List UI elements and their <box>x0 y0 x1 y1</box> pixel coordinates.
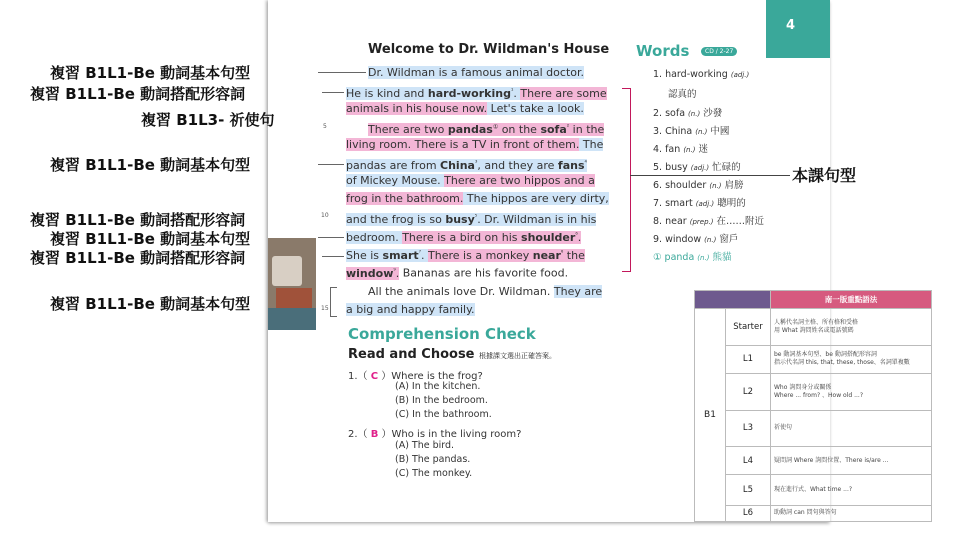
lesson-label: L3 <box>726 410 771 446</box>
question-2: 2.（ B ）Who is in the living room? <box>348 429 522 440</box>
callout-connector <box>318 72 366 73</box>
chapter-tab <box>766 0 830 58</box>
passage-line-11: She is smart$^{^7}$. There is a monkey near$^{^8}$ the <box>346 248 585 262</box>
lesson-label: Starter <box>726 309 771 345</box>
question-1: 1.（ C ）Where is the frog? <box>348 371 483 382</box>
lesson-desc: Who 詢問身分或關係 Where ... from? 、How old ...? <box>771 374 932 410</box>
passage-line-4: There are two pandas① on the sofa$^{^2}$ in the <box>368 122 605 136</box>
word-item: 1. hard-working (adj.) <box>653 69 750 80</box>
cd-badge: CD / 2-27 <box>701 47 737 56</box>
callout-review-6: 複習 B1L1-Be 動詞基本句型 <box>50 230 251 248</box>
callout-connector <box>322 92 344 93</box>
chapter-number: 4 <box>786 18 796 33</box>
comprehension-title: Comprehension Check <box>348 325 536 343</box>
callout-review-3: 複習 B1L3- 祈使句 <box>141 111 275 129</box>
passage-line-13: All the animals love Dr. Wildman. They are <box>368 285 603 298</box>
passage-line-12: window$^{^9}$. Bananas are his favorite food. <box>346 266 569 280</box>
lesson-label: L2 <box>726 374 771 410</box>
word-item: 4. fan (n.) 迷 <box>653 144 708 155</box>
callout-connector <box>318 237 344 238</box>
callout-connector <box>322 256 344 257</box>
passage-line-8: frog in the bathroom. The hippos are very dirty, <box>346 192 609 205</box>
passage-title: Welcome to Dr. Wildman's House <box>368 42 610 57</box>
callout-review-5: 複習 B1L1-Be 動詞搭配形容詞 <box>30 211 246 229</box>
word-item: 6. shoulder (n.) 肩膀 <box>653 180 744 191</box>
word-item: 7. smart (adj.) 聰明的 <box>653 198 746 209</box>
word-item: 認真的 <box>668 89 697 100</box>
read-and-choose: Read and Choose 根據課文選出正確答案。 <box>348 347 557 362</box>
passage-line-7: of Mickey Mouse. There are two hippos and a <box>346 174 595 187</box>
callout-review-2: 複習 B1L1-Be 動詞搭配形容詞 <box>30 85 246 103</box>
lesson-desc: 祈使句 <box>771 410 932 446</box>
callout-connector <box>630 175 790 176</box>
word-item: 3. China (n.) 中國 <box>653 126 730 137</box>
line-number-10: 10 <box>321 212 329 219</box>
lesson-desc: 人稱代名詞主格、所有格和受格 用 What 詢問姓名或電話號碼 <box>771 309 932 345</box>
q1-option: (A) In the kitchen. <box>395 381 481 392</box>
passage-line-2: He is kind and hard-working$^{^1}$. There are some <box>346 86 607 100</box>
passage-line-1: Dr. Wildman is a famous animal doctor. <box>368 66 584 79</box>
table-header-blank <box>695 291 771 309</box>
q1-option: (C) In the bathroom. <box>395 409 492 420</box>
passage-line-5: living room. There is a TV in front of them. The <box>346 138 604 151</box>
lesson-label: L4 <box>726 447 771 475</box>
passage-line-10: bedroom. There is a bird on his shoulder$^{^6}$. <box>346 230 582 244</box>
book-label: B1 <box>695 309 726 522</box>
word-item: 9. window (n.) 窗戶 <box>653 234 739 245</box>
q1-option: (B) In the bedroom. <box>395 395 488 406</box>
line-number-5: 5 <box>323 123 327 130</box>
table-header: 南一版重點語法 <box>771 291 932 309</box>
callout-review-4: 複習 B1L1-Be 動詞基本句型 <box>50 156 251 174</box>
passage-line-9: and the frog is so busy$^{^5}$. Dr. Wildman is in his <box>346 212 597 226</box>
grammar-table <box>694 290 932 522</box>
callout-review-7: 複習 B1L1-Be 動詞搭配形容詞 <box>30 249 246 267</box>
illustration-photo <box>268 238 316 330</box>
lesson-desc: 助動詞 can 問句與答句 <box>771 505 932 521</box>
lesson-desc: 疑問詞 Where 詢問位置、There is/are ... <box>771 447 932 475</box>
q2-option: (A) The bird. <box>395 440 455 451</box>
callout-review-8: 複習 B1L1-Be 動詞基本句型 <box>50 295 251 313</box>
lesson-label: L5 <box>726 475 771 505</box>
q2-option: (C) The monkey. <box>395 468 473 479</box>
callout-review-1: 複習 B1L1-Be 動詞基本句型 <box>50 64 251 82</box>
line-number-15: 15 <box>321 305 329 312</box>
callout-connector <box>318 164 344 165</box>
word-item: 5. busy (adj.) 忙碌的 <box>653 162 741 173</box>
q2-option: (B) The pandas. <box>395 454 471 465</box>
lesson-label: L1 <box>726 345 771 373</box>
callout-bracket <box>330 287 337 317</box>
word-item: 2. sofa (n.) 沙發 <box>653 108 723 119</box>
lesson-desc: 現在進行式、What time ...? <box>771 475 932 505</box>
lesson-desc: be 動詞基本句型、be 動詞搭配形容詞 指示代名詞 this, that, these, those、名詞單複數 <box>771 345 932 373</box>
word-item: ① panda (n.) 熊貓 <box>653 252 732 263</box>
passage-line-3: animals in his house now. Let's take a look. <box>346 102 584 115</box>
passage-line-14: a big and happy family. <box>346 303 475 316</box>
lesson-label: L6 <box>726 505 771 521</box>
words-title: Words <box>636 42 690 60</box>
sentence-pattern-bracket <box>622 88 631 272</box>
passage-line-6: pandas are from China$^{^3}$, and they are fans$^{^4}$ <box>346 158 587 172</box>
word-item: 8. near (prep.) 在……附近 <box>653 216 765 227</box>
callout-lesson-pattern: 本課句型 <box>792 166 857 185</box>
